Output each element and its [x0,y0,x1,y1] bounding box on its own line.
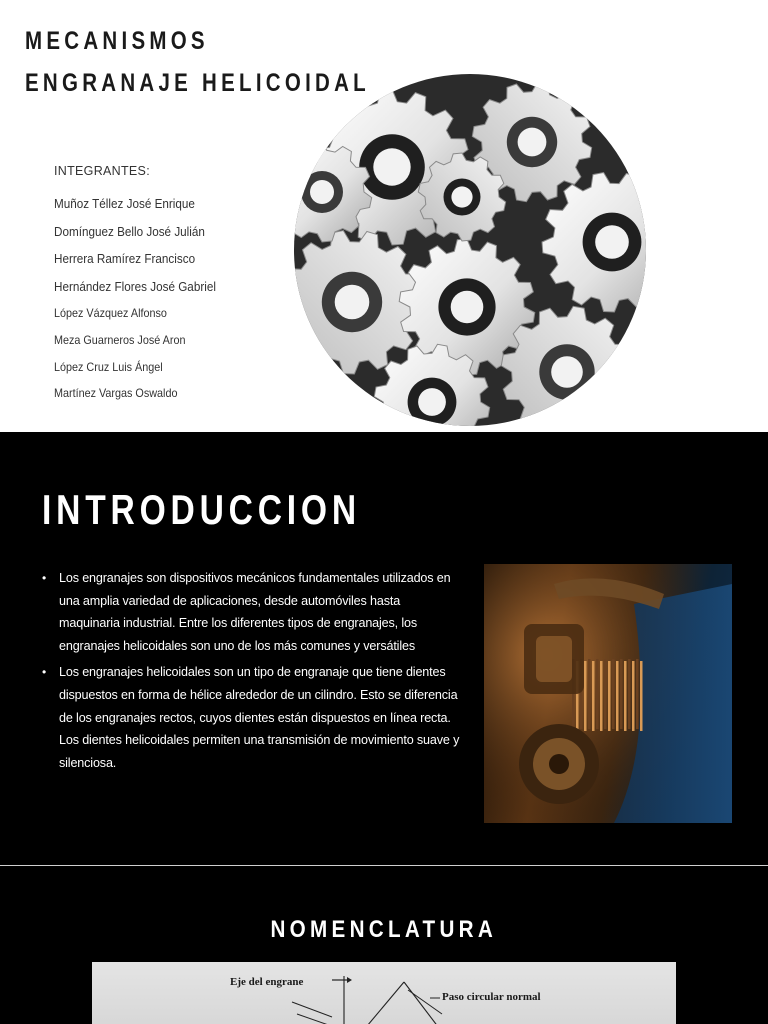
gear-tooth-icon [600,661,603,731]
member-item: Martínez Vargas Oswaldo [54,386,178,401]
member-item: Hernández Flores José Gabriel [54,278,216,294]
member-item: López Vázquez Alfonso [54,306,167,321]
diagram-label-axis: Eje del engrane [230,976,304,988]
bullet-icon: • [42,571,47,585]
gear-axle-icon [595,225,629,259]
member-item: Domínguez Bello José Julián [54,223,205,239]
intro-bullet [42,661,462,774]
nomenclature-slide [0,866,768,1024]
gear-axle-icon [418,388,446,416]
gear-tooth-icon [604,659,607,729]
intro-heading: INTRODUCCION [42,486,361,533]
gear-axle-icon [451,186,472,207]
diagram-lines-icon [92,962,676,1024]
gear-tooth-icon [612,659,615,729]
gear-axle-icon [310,180,334,204]
gear-tooth-icon [640,661,643,731]
gear-axle-icon [373,148,410,185]
members-heading: INTEGRANTES: [54,164,150,178]
gear-axle-icon [451,291,484,324]
gear-tooth-icon [588,659,591,729]
intro-bullet-text: Los engranajes helicoidales son un tipo de engranaje que tiene dientes dispuestos en forma de hélice alrededor de un cilindro. Esto se diferencia de los engranajes rectos, cuyos dientes están dispuestos en línea recta. Los dientes helicoidales permiten una transmisión de movimiento suave y silenciosa. [59,665,460,770]
member-item: Herrera Ramírez Francisco [54,251,196,267]
member-item: López Cruz Luis Ángel [54,359,163,374]
gear-axle-icon [551,356,583,388]
gear-tooth-icon [624,661,627,731]
gear-tooth-icon [596,659,599,729]
member-item: Meza Guarneros José Aron [54,332,186,347]
gear-tooth-icon [584,661,587,731]
gear-tooth-icon [636,659,639,729]
nomenclature-heading [0,916,768,944]
member-item: Muñoz Téllez José Enrique [54,196,195,211]
title-slide [0,0,768,432]
gear-tooth-icon [592,661,595,731]
gear-tooth-icon [632,661,635,731]
intro-bullet-list [42,567,462,778]
title-line-1: MECANISMOS [25,27,209,55]
gears-collage-icon [282,72,658,428]
gear-axle-icon [335,285,370,320]
title-line-2: ENGRANAJE HELICOIDAL [25,69,370,97]
gear-tooth-icon [616,661,619,731]
bullet-icon: • [42,665,47,680]
gear-axle-icon [518,128,547,157]
nomenclature-diagram [92,962,676,1024]
introduction-slide [0,433,768,865]
members-list [54,190,234,407]
gear-tooth-icon [628,659,631,729]
intro-bullet-text: Los engranajes son dispositivos mecánicos fundamentales utilizados en una amplia variedad de aplicaciones, desde automóviles hasta maquinaria industrial. Entre los diferentes tipos de engranajes, los engranajes helicoidales son uno de los más comunes y versátiles [59,571,451,653]
diagram-label-pitch: Paso circular normal [442,991,541,1003]
gear-tooth-icon [608,661,611,731]
nomenclature-heading-text: NOMENCLATURA [270,916,498,943]
intro-bullet [42,567,462,657]
gear-machinery-photo-icon [484,564,732,823]
gear-tooth-icon [620,659,623,729]
